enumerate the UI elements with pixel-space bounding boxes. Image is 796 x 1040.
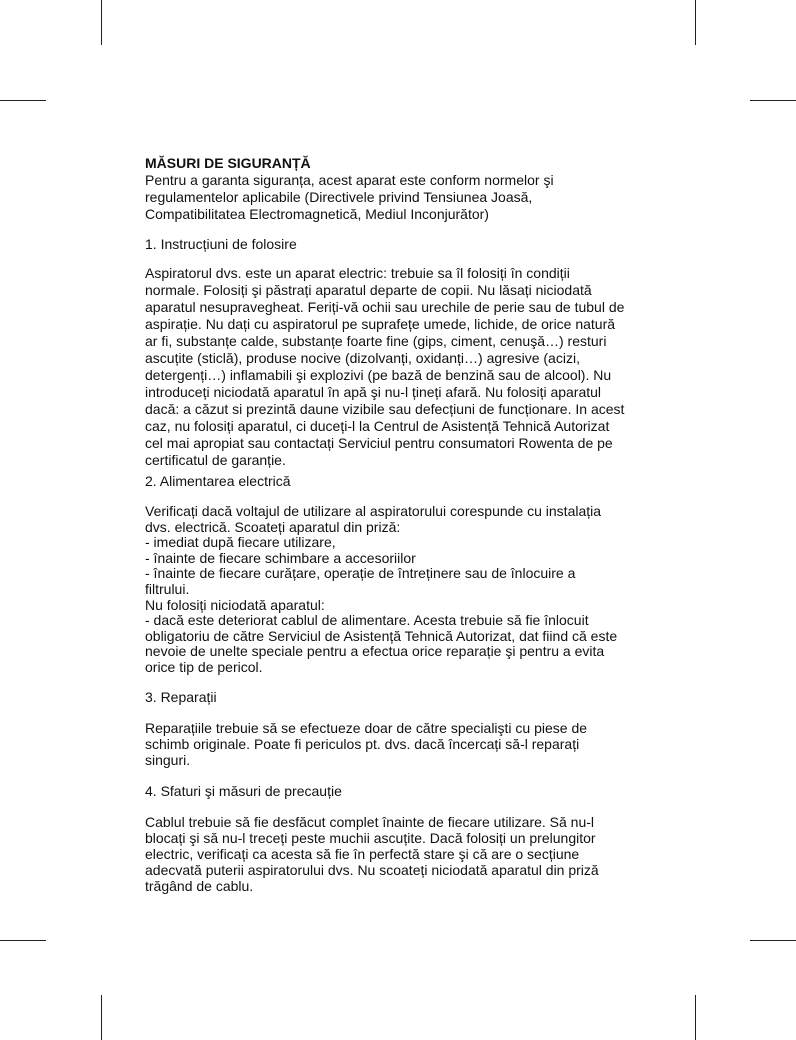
body-line: aparatul nesupravegheat. Feriți-vă ochii sau urechile de perie sau de tubul de <box>145 299 625 315</box>
intro-line: regulamentelor aplicabile (Directivele privind Tensiunea Joasă, <box>145 189 533 205</box>
crop-mark <box>0 940 46 941</box>
body-line: normale. Folosiți şi păstrați aparatul departe de copii. Nu lăsați niciodată <box>145 282 592 298</box>
body-line: detergenți…) inflamabili şi explozivi (pe bază de benzină sau de alcool). Nu <box>145 367 612 383</box>
body-line: Nu folosiți niciodată aparatul: <box>145 597 325 613</box>
intro-line: Pentru a garanta siguranța, acest aparat este conform normelor şi <box>145 172 554 188</box>
body-line: Cablul trebuie să fie desfăcut complet înainte de fiecare utilizare. Să nu-l <box>145 814 595 830</box>
body-line: blocați şi să nu-l treceți peste muchii ascuțite. Dacă folosiți un prelungitor <box>145 830 596 846</box>
body-line: singuri. <box>145 752 191 768</box>
body-line: schimb originale. Poate fi periculos pt. dvs. dacă încercați să-l reparați <box>145 736 580 752</box>
body-line: adecvată puterii aspiratorului dvs. Nu scoateți niciodată aparatul din priză <box>145 862 599 878</box>
crop-mark <box>695 0 696 45</box>
body-line: dvs. electrică. Scoateți aparatul din priză: <box>145 519 401 535</box>
section-heading: 3. Reparații <box>145 689 217 705</box>
body-line: electric, verificați ca acesta să fie în perfectă stare şi că are o secțiune <box>145 846 580 862</box>
body-line: filtrului. <box>145 581 190 597</box>
intro-line: Compatibilitatea Electromagnetică, Mediul Inconjurător) <box>145 206 489 222</box>
crop-mark <box>101 995 102 1040</box>
body-line: obligatoriu de către Serviciul de Asistență Tehnică Autorizat, dat fiind că este <box>145 628 618 644</box>
body-line: nevoie de unelte speciale pentru a efectua orice reparație şi pentru a evita <box>145 643 605 659</box>
body-line: dacă: a căzut si prezintă daune vizibile sau defecțiuni de funcționare. In acest <box>145 401 625 417</box>
body-line: caz, nu folosiți aparatul, ci duceți-l la Centrul de Asistență Tehnică Autorizat <box>145 418 610 434</box>
body-line: Aspiratorul dvs. este un aparat electric: trebuie sa îl folosiți în condiții <box>145 265 570 281</box>
body-line: introduceți niciodată aparatul în apă şi nu-l țineți afară. Nu folosiți aparatul <box>145 384 602 400</box>
crop-mark <box>0 100 46 101</box>
body-line: ar fi, substanțe calde, substanțe foarte fine (gips, ciment, cenuşă…) resturi <box>145 333 607 349</box>
body-line: Verificați dacă voltajul de utilizare al aspiratorului corespunde cu instalația <box>145 503 602 519</box>
section-heading: 4. Sfaturi şi măsuri de precauție <box>145 783 342 799</box>
body-line: trăgând de cablu. <box>145 878 254 894</box>
crop-mark <box>101 0 102 45</box>
body-line: orice tip de pericol. <box>145 659 263 675</box>
crop-mark <box>695 995 696 1040</box>
section-heading: 1. Instrucțiuni de folosire <box>145 236 297 252</box>
body-line: - imediat după fiecare utilizare, <box>145 534 336 550</box>
section-heading: 2. Alimentarea electrică <box>145 473 291 489</box>
page-title: MĂSURI DE SIGURANȚĂ <box>145 155 311 171</box>
body-line: - dacă este deteriorat cablul de alimentare. Acesta trebuie să fie înlocuit <box>145 612 589 628</box>
crop-mark <box>750 100 796 101</box>
crop-mark <box>750 940 796 941</box>
body-line: Reparațiile trebuie să se efectueze doar de către specialişti cu piese de <box>145 720 588 736</box>
body-line: aspirație. Nu dați cu aspiratorul pe suprafețe umede, lichide, de orice natură <box>145 316 616 332</box>
body-line: ascuțite (sticlă), produse nocive (dizolvanți, oxidanți…) agresive (acizi, <box>145 350 580 366</box>
body-line: cel mai apropiat sau contactați Serviciul pentru consumatori Rowenta de pe <box>145 435 613 451</box>
body-line: - înainte de fiecare schimbare a accesoriilor <box>145 550 416 566</box>
body-line: - înainte de fiecare curățare, operație de întreținere sau de înlocuire a <box>145 565 576 581</box>
body-line: certificatul de garanție. <box>145 452 286 468</box>
